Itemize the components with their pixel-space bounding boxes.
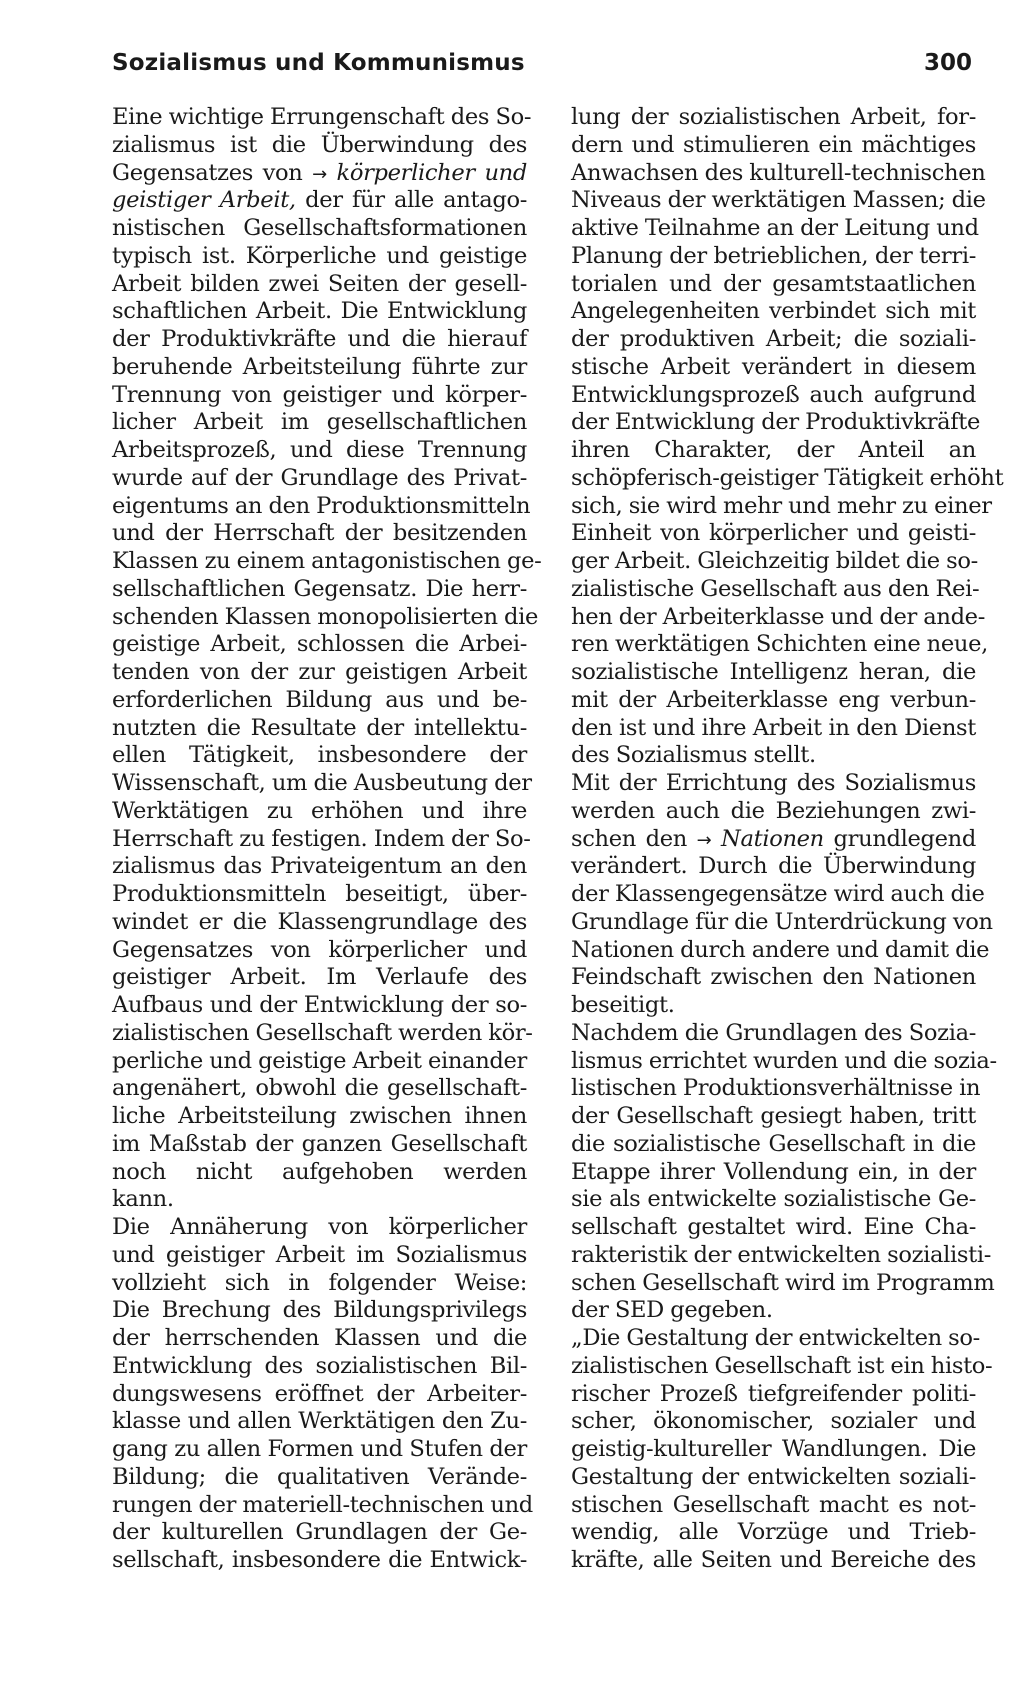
text-segment: erforderlichen Bildung aus und be- (112, 686, 527, 713)
text-line (571, 715, 976, 743)
text-segment: der Entwicklung der Produktivkräfte (571, 409, 981, 436)
text-line (571, 1381, 976, 1409)
text-line (571, 1020, 976, 1048)
text-line (571, 1269, 995, 1298)
text-segment: angenähert, obwohl die gesellschaft- (112, 1075, 527, 1102)
page-header (112, 50, 972, 90)
text-segment: rakteristik der entwickelten sozialisti- (571, 1241, 992, 1268)
text-segment: windet er die Klassengrundlage des (112, 908, 527, 935)
text-segment: noch nicht aufgehoben werden (112, 1158, 527, 1185)
text-line (112, 243, 527, 271)
text-segment: stischen Gesellschaft macht es not- (571, 1491, 976, 1518)
text-segment: zialistische Gesellschaft aus den Rei- (571, 575, 980, 602)
text-segment: der herrschenden Klassen und die (112, 1325, 527, 1351)
text-segment: rungen der materiell-technischen und (112, 1491, 533, 1518)
text-segment: typisch ist. Körperliche und geistige (112, 242, 527, 269)
text-line (571, 1436, 976, 1464)
text-segment: sich, sie wird mehr und mehr zu einer (571, 492, 992, 519)
text-segment: Anwachsen des kulturell-technischen (571, 159, 986, 186)
text-line (571, 271, 976, 299)
text-segment: Nachdem die Grundlagen des Sozia- (571, 1019, 976, 1046)
text-segment: kann. (112, 1186, 174, 1213)
text-line (112, 1019, 533, 1048)
text-segment: Eine wichtige Errungenschaft des So- (112, 104, 532, 130)
text-line (571, 132, 976, 160)
text-segment: Werktätigen zu erhöhen und ihre (112, 797, 527, 824)
text-segment: liche Arbeitsteilung zwischen ihnen (112, 1103, 527, 1129)
text-line (571, 908, 993, 937)
text-line (571, 215, 979, 243)
text-line (112, 1242, 527, 1270)
text-segment: den ist und ihre Arbeit in den Dienst (571, 714, 976, 741)
text-segment: Planung der betrieblichen, der terri- (571, 242, 976, 269)
cross-reference-term: Nationen (711, 825, 824, 852)
text-segment: Aufbaus und der Entwicklung der so- (112, 992, 527, 1018)
text-line (571, 159, 986, 188)
text-line (571, 298, 976, 326)
text-line (112, 187, 527, 215)
text-line (112, 1436, 527, 1464)
text-line (112, 1214, 527, 1242)
text-segment: Feindschaft zwischen den Nationen (571, 964, 976, 991)
text-line (112, 964, 527, 992)
text-line (571, 492, 992, 521)
text-segment: Die Brechung des Bildungsprivilegs (112, 1297, 527, 1324)
text-segment: vollzieht sich in folgender Weise: (112, 1269, 527, 1296)
text-line (571, 243, 976, 271)
text-segment: nistischen Gesellschaftsformationen (112, 215, 527, 241)
text-line (571, 992, 976, 1020)
text-segment: Nationen durch andere und damit die (571, 936, 990, 963)
text-segment: beseitigt. (571, 992, 675, 1018)
text-line (112, 520, 527, 548)
text-line (112, 326, 527, 354)
text-line (112, 1491, 533, 1520)
text-segment: grundlegend (823, 825, 976, 852)
text-segment: der Klassengegensätze wird auch die (571, 881, 985, 907)
text-line (112, 548, 542, 576)
text-segment: aktive Teilnahme an der Leitung und (571, 215, 979, 241)
text-line (571, 520, 976, 548)
text-segment: licher Arbeit im gesellschaftlichen (112, 409, 527, 436)
text-line (571, 575, 980, 604)
text-line (571, 437, 976, 465)
left-text-column (112, 104, 542, 1575)
text-segment: schöpferisch-geistiger Tätigkeit erhöht (571, 464, 1004, 491)
text-line (112, 1519, 527, 1547)
text-line (571, 1103, 976, 1131)
text-segment: des Sozialismus stellt. (571, 742, 816, 769)
text-line (571, 409, 981, 437)
text-line (112, 909, 527, 937)
text-segment: ellen Tätigkeit, insbesondere der (112, 742, 527, 769)
text-line (112, 992, 527, 1020)
text-line (571, 853, 976, 881)
text-segment: schenden Klassen monopolisierten die (112, 603, 538, 630)
text-segment: sellschaftlichen Gegensatz. Die herr- (112, 575, 527, 602)
text-segment: der produktiven Arbeit; die soziali- (571, 326, 976, 352)
text-line (571, 1047, 997, 1076)
text-line (112, 937, 527, 965)
text-segment: der Produktivkräfte und die hierauf (112, 326, 527, 352)
running-head: Sozialismus und Kommunismus (112, 50, 525, 76)
text-segment: Arbeitsprozeß, und diese Trennung (112, 437, 527, 463)
text-segment: hen der Arbeiterklasse und der ande- (571, 603, 985, 630)
text-segment: kräfte, alle Seiten und Bereiche des (571, 1547, 976, 1573)
text-line (112, 1131, 527, 1159)
text-segment: Entwicklungsprozeß auch aufgrund (571, 381, 976, 408)
text-segment: der für alle antago- (295, 187, 528, 214)
text-line (112, 104, 532, 132)
text-line (112, 825, 531, 854)
text-segment: mit der Arbeiterklasse eng verbun- (571, 686, 976, 713)
text-segment: die sozialistische Gesellschaft in die (571, 1130, 976, 1157)
text-segment: Gegensatzes von (112, 159, 313, 186)
text-line (112, 492, 531, 521)
text-segment: sellschaft gestaltet wird. Eine Cha- (571, 1214, 976, 1240)
text-line (571, 548, 976, 576)
text-line (571, 936, 990, 965)
text-line (112, 1353, 527, 1381)
text-segment: scher, ökonomischer, sozialer und (571, 1408, 976, 1435)
cross-reference-arrow-icon: → (312, 163, 327, 185)
text-segment: der SED gegeben. (571, 1297, 773, 1324)
text-line (112, 631, 527, 659)
text-line (112, 215, 527, 243)
text-segment: dern und stimulieren ein mächtiges (571, 131, 976, 158)
text-line (571, 382, 976, 410)
text-line (571, 1492, 976, 1520)
text-line (571, 326, 976, 354)
text-line (571, 687, 976, 715)
text-line (112, 132, 527, 160)
text-line (571, 1075, 981, 1103)
text-line (112, 1408, 527, 1436)
text-segment: listischen Produktionsverhältnisse in (571, 1075, 981, 1102)
text-line (571, 1297, 976, 1325)
text-segment: Die Annäherung von körperlicher (112, 1214, 527, 1240)
text-segment: lismus errichtet wurden und die sozia- (571, 1047, 997, 1074)
text-segment: werden auch die Beziehungen zwi- (571, 797, 976, 824)
text-segment: Einheit von körperlicher und geisti- (571, 520, 976, 547)
text-segment: Arbeit bilden zwei Seiten der gesell- (112, 270, 527, 297)
text-segment: sie als entwickelte sozialistische Ge- (571, 1186, 976, 1213)
text-segment: und der Herrschaft der besitzenden (112, 520, 527, 547)
text-segment: und geistiger Arbeit im Sozialismus (112, 1241, 527, 1268)
text-segment: Etappe ihrer Vollendung ein, in der (571, 1158, 976, 1185)
text-line (571, 1131, 976, 1159)
text-line (112, 1464, 527, 1492)
right-text-column (571, 104, 1004, 1575)
text-segment: geistiger Arbeit. Im Verlaufe des (112, 964, 527, 991)
text-line (571, 1186, 976, 1214)
text-segment: zialismus das Privateigentum an den (112, 853, 527, 880)
text-segment: Niveaus der werktätigen Massen; die (571, 187, 986, 214)
text-line (571, 1325, 980, 1353)
text-segment: Bildung; die qualitativen Verände- (112, 1463, 527, 1490)
text-segment: Gestaltung der entwickelten soziali- (571, 1463, 976, 1490)
cross-reference-arrow-icon: → (696, 829, 712, 851)
text-line (571, 1408, 976, 1436)
text-segment: ihren Charakter, der Anteil an (571, 437, 976, 463)
text-line (571, 631, 988, 659)
text-segment: zialistischen Gesellschaft ist ein histo- (571, 1352, 993, 1379)
text-segment: klasse und allen Werktätigen den Zu- (112, 1408, 527, 1435)
text-line (112, 271, 527, 299)
text-segment: gang zu allen Formen und Stufen der (112, 1436, 527, 1462)
text-line (112, 1270, 527, 1298)
text-segment: Grundlage für die Unterdrückung von (571, 908, 993, 935)
text-line (571, 881, 985, 909)
text-line (571, 742, 976, 770)
text-segment: ren werktätigen Schichten eine neue, (571, 631, 988, 658)
text-segment: geistig-kultureller Wandlungen. Die (571, 1436, 976, 1462)
text-segment: nutzten die Resultate der intellektu- (112, 714, 527, 741)
text-segment: Angelegenheiten verbindet sich mit (571, 298, 976, 325)
text-line (571, 1519, 976, 1547)
text-segment: der kulturellen Grundlagen der Ge- (112, 1519, 527, 1546)
text-segment: wurde auf der Grundlage des Privat- (112, 464, 527, 491)
text-line (112, 770, 532, 798)
text-line (571, 104, 976, 132)
cross-reference-term: geistiger Arbeit, (112, 187, 296, 214)
text-line (571, 1352, 993, 1381)
text-line (112, 853, 527, 881)
text-segment: ger Arbeit. Gleichzeitig bildet die so- (571, 548, 978, 574)
text-line (112, 798, 527, 826)
text-segment: schaftlichen Arbeit. Die Entwicklung (112, 298, 527, 325)
text-segment: tenden von der zur geistigen Arbeit (112, 659, 527, 685)
text-segment: Herrschaft zu festigen. Indem der So- (112, 825, 531, 852)
text-line (112, 160, 527, 188)
text-segment: „Die Gestaltung der entwickelten so- (571, 1325, 980, 1351)
text-line (571, 1159, 976, 1187)
text-line (571, 1214, 976, 1242)
text-segment: lung der sozialistischen Arbeit, for- (571, 104, 976, 130)
text-line (112, 603, 538, 632)
text-segment: stische Arbeit verändert in diesem (571, 353, 976, 380)
text-line (112, 298, 527, 326)
text-line (571, 1241, 992, 1270)
text-segment: Produktionsmitteln beseitigt, über- (112, 881, 527, 907)
text-line (112, 742, 527, 770)
text-segment: sozialistische Intelligenz heran, die (571, 659, 976, 685)
text-line (112, 1075, 527, 1103)
text-segment: im Maßstab der ganzen Gesellschaft (112, 1130, 527, 1157)
text-line (571, 964, 976, 992)
text-segment: torialen und der gesamtstaatlichen (571, 270, 976, 297)
text-line (571, 826, 976, 854)
text-line (571, 659, 976, 687)
text-line (112, 409, 527, 437)
text-segment: beruhende Arbeitsteilung führte zur (112, 353, 527, 380)
text-line (571, 464, 1004, 493)
text-segment: Klassen zu einem antagonistischen ge- (112, 548, 542, 574)
text-line (112, 1297, 527, 1325)
text-segment: schen den (571, 825, 697, 852)
text-segment: wendig, alle Vorzüge und Trieb- (571, 1519, 976, 1546)
text-line (112, 715, 527, 743)
text-segment: verändert. Durch die Überwindung (571, 853, 976, 880)
text-line (112, 687, 527, 715)
text-line (112, 1103, 527, 1131)
text-line (112, 1159, 527, 1187)
text-line (112, 354, 527, 382)
page-number: 300 (923, 50, 972, 76)
text-segment: Mit der Errichtung des Sozialismus (571, 770, 976, 796)
text-segment: schen Gesellschaft wird im Programm (571, 1269, 995, 1296)
text-segment: Entwicklung des sozialistischen Bil- (112, 1352, 527, 1379)
text-line (112, 659, 527, 687)
text-segment: geistige Arbeit, schlossen die Arbei- (112, 631, 527, 658)
text-segment: zialismus ist die Überwindung des (112, 131, 527, 158)
text-line (112, 437, 527, 465)
text-segment: Gegensatzes von körperlicher und (112, 936, 527, 963)
text-segment: sellschaft, insbesondere die Entwick- (112, 1547, 527, 1573)
text-line (112, 1547, 527, 1575)
text-segment: der Gesellschaft gesiegt haben, tritt (571, 1103, 976, 1129)
text-line (112, 576, 527, 604)
text-line (112, 881, 527, 909)
text-segment: eigentums an den Produktionsmitteln (112, 492, 531, 519)
text-segment: Wissenschaft, um die Ausbeutung der (112, 770, 532, 796)
text-line (112, 382, 527, 410)
text-line (112, 1186, 527, 1214)
text-line (571, 354, 976, 382)
text-line (571, 1464, 976, 1492)
text-line (571, 1547, 976, 1575)
text-line (112, 1048, 527, 1076)
text-segment: Trennung von geistiger und körper- (112, 381, 527, 408)
text-segment: dungswesens eröffnet der Arbeiter- (112, 1380, 527, 1407)
text-line (571, 603, 985, 632)
text-segment: perliche und geistige Arbeit einander (112, 1047, 527, 1074)
text-line (571, 798, 976, 826)
text-line (571, 187, 986, 215)
text-segment: zialistischen Gesellschaft werden kör- (112, 1019, 533, 1046)
text-line (112, 1325, 527, 1353)
text-line (571, 770, 976, 798)
cross-reference-term: körperlicher und (326, 159, 527, 186)
text-segment: rischer Prozeß tiefgreifender politi- (571, 1380, 976, 1407)
text-line (112, 465, 527, 493)
text-line (112, 1381, 527, 1409)
